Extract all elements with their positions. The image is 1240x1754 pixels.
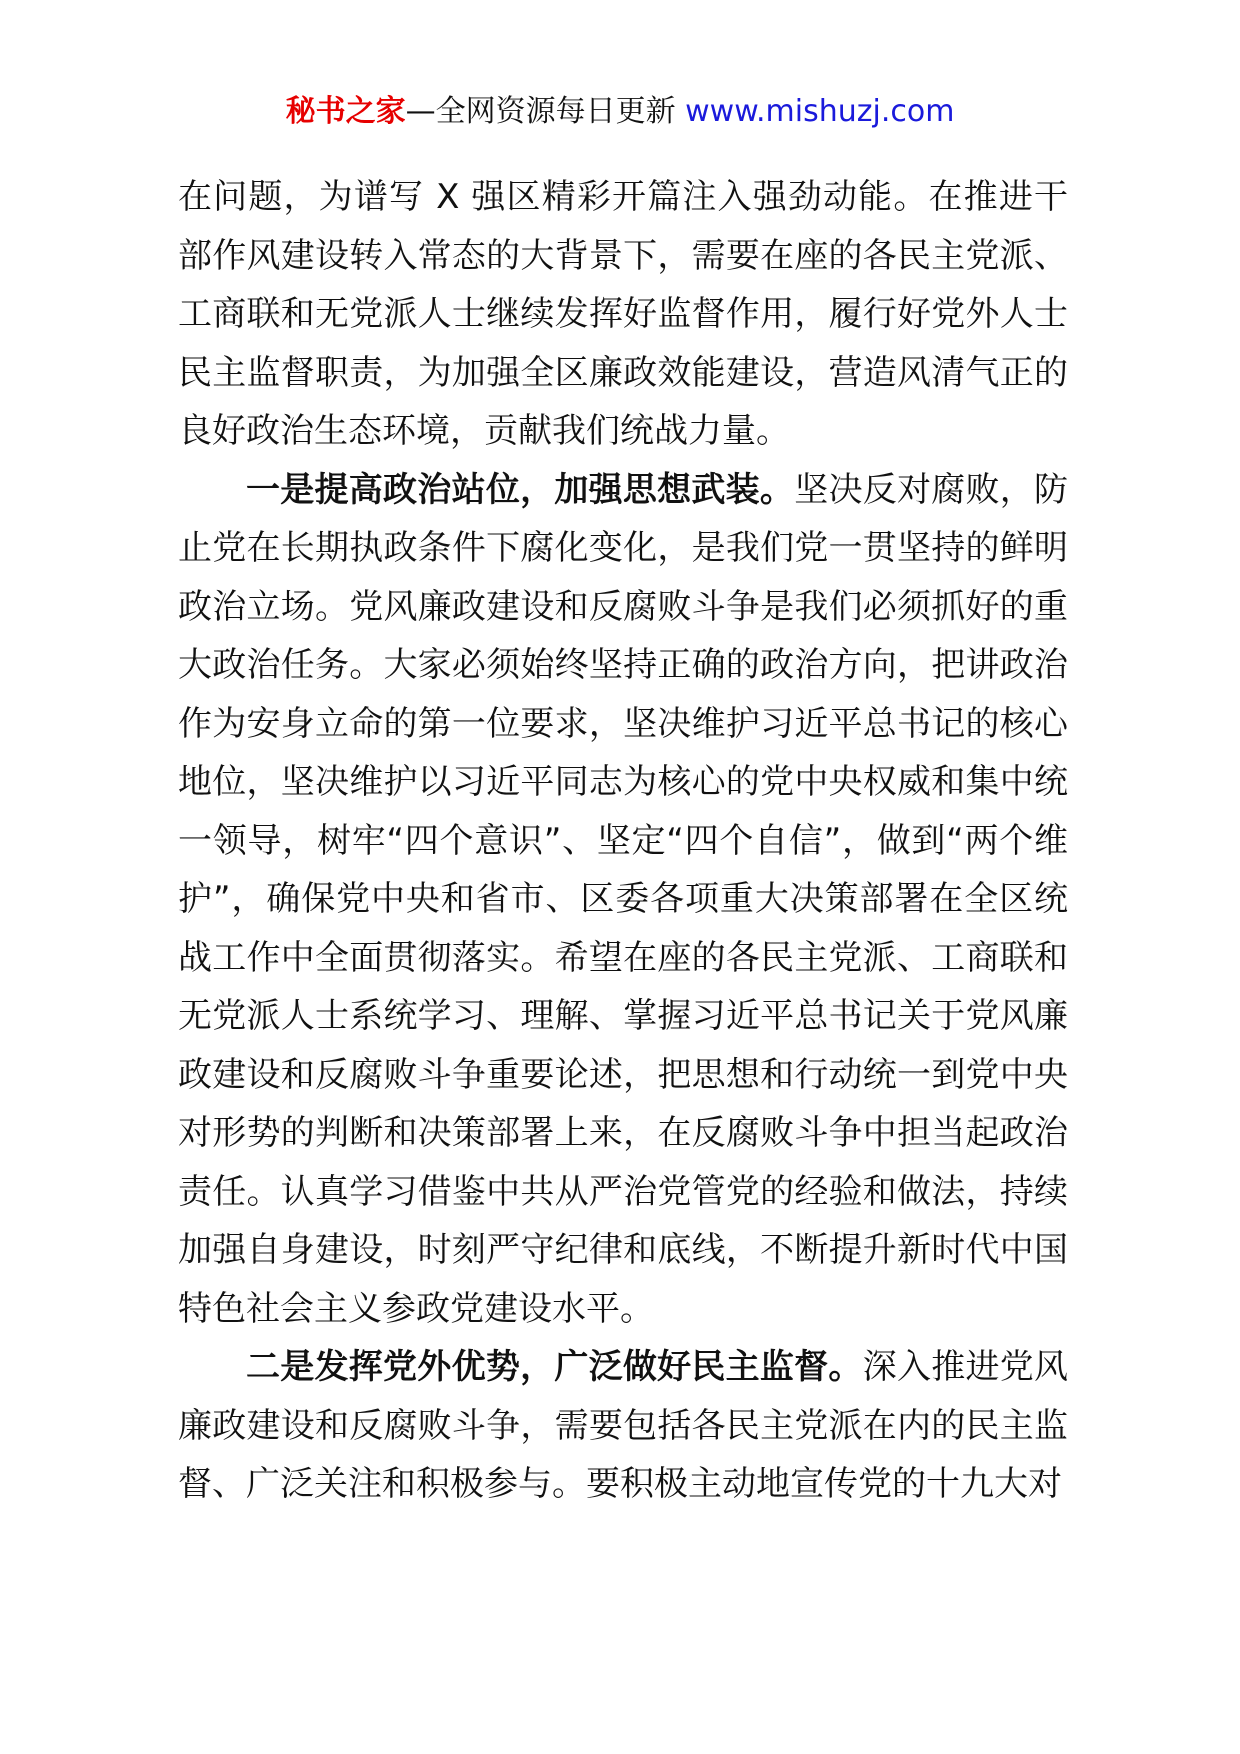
document-body <box>178 168 1068 1514</box>
paragraph-heading: 二是发挥党外优势，广泛做好民主监督。 <box>246 1347 863 1387</box>
paragraph-continuation <box>178 168 1068 461</box>
website-url: www.mishuzj.com <box>685 94 955 129</box>
paragraph-heading: 一是提高政治站位，加强思想武装。 <box>246 469 795 510</box>
site-watermark-header <box>0 92 1240 132</box>
header-tagline: —全网资源每日更新 <box>405 94 686 129</box>
paragraph-point-two <box>178 1338 1068 1514</box>
paragraph-point-one <box>178 461 1068 1339</box>
brand-name: 秘书之家 <box>285 94 406 129</box>
paragraph-text: 在问题，为谱写 X 强区精彩开篇注入强劲动能。在推进干部作风建设转入常态的大背景下，需要在座的各民主党派、工商联和无党派人士继续发挥好监督作用，履行好党外人士民主监督职责，为加强全区廉政效能建设，营造风清气正的良好政治生态环境，贡献我们统战力量。 <box>178 177 1068 451</box>
paragraph-text: 深入推进党风廉政建设和反腐败斗争，需要包括各民主党派在内的民主监督、广泛关注和积极参与。要积极主动地宣传党的十九大对 <box>178 1347 1069 1504</box>
paragraph-text: 坚决反对腐败，防止党在长期执政条件下腐化变化，是我们党一贯坚持的鲜明政治立场。党风廉政建设和反腐败斗争是我们必须抓好的重大政治任务。大家必须始终坚持正确的政治方向，把讲政治作为安身立命的第一位要求，坚决维护习近平总书记的核心地位，坚决维护以习近平同志为核心的党中央权威和集中统一领导，树牢“四个意识”、坚定“四个自信”，做到“两个维护”，确保党中央和省市、区委各项重大决策部署在全区统战工作中全面贯彻落实。希望在座的各民主党派、工商联和无党派人士系统学习、理解、掌握习近平总书记关于党风廉政建设和反腐败斗争重要论述，把思想和行动统一到党中央对形势的判断和决策部署上来，在反腐败斗争中担当起政治责任。认真学习借鉴中共从严治党管党的经验和做法，持续加强自身建设，时刻严守纪律和底线，不断提升新时代中国特色社会主义参政党建设水平。 <box>178 469 1069 1329</box>
